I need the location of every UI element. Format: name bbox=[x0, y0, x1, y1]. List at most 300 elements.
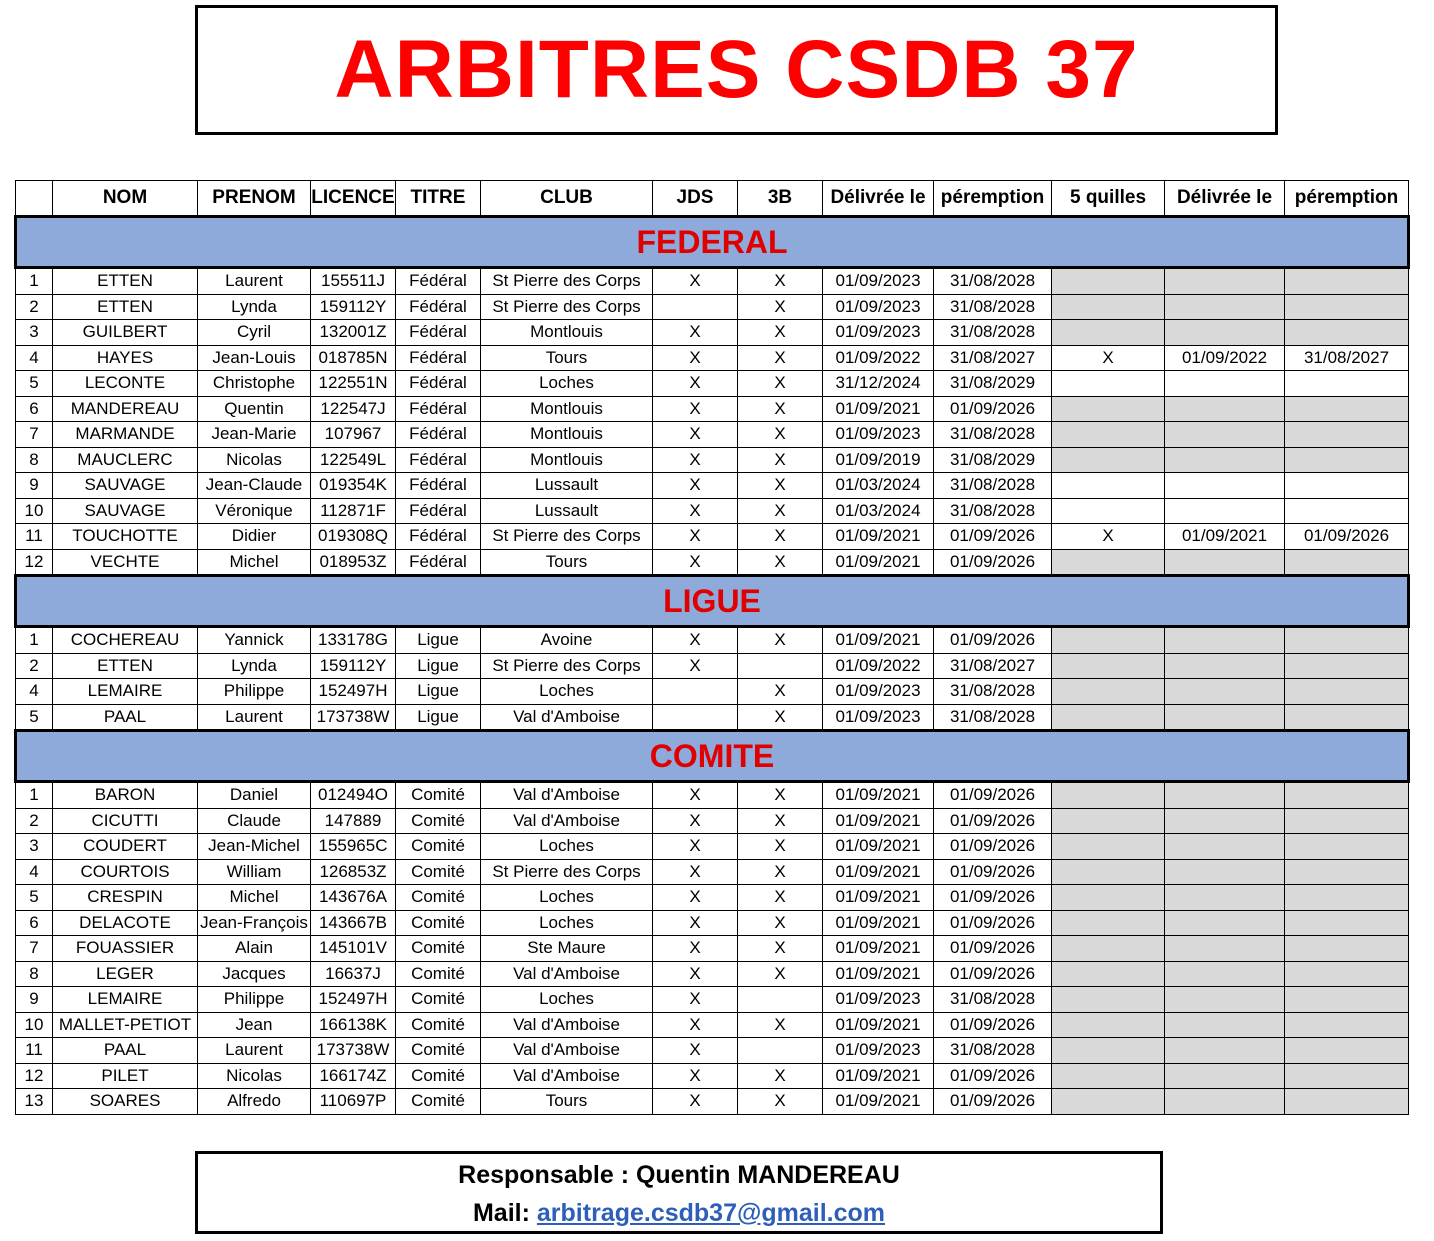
titre-cell: Comité bbox=[396, 987, 481, 1013]
prenom-cell: Christophe bbox=[198, 371, 311, 397]
prenom-cell: Jean-Louis bbox=[198, 345, 311, 371]
peremption-cell: 01/09/2026 bbox=[934, 834, 1052, 860]
row-number: 7 bbox=[16, 936, 53, 962]
jds-cell: X bbox=[653, 910, 738, 936]
table-row bbox=[16, 808, 1409, 834]
header-cell: péremption bbox=[934, 181, 1052, 217]
3b-cell: X bbox=[738, 320, 823, 346]
5-quilles-delivree-cell bbox=[1165, 371, 1285, 397]
nom-cell: MARMANDE bbox=[53, 422, 198, 448]
licence-cell: 152497H bbox=[311, 679, 396, 705]
mail-line bbox=[198, 1194, 1160, 1232]
header-cell: 3B bbox=[738, 181, 823, 217]
nom-cell: DELACOTE bbox=[53, 910, 198, 936]
header-cell: LICENCE bbox=[311, 181, 396, 217]
5-quilles-delivree-cell bbox=[1165, 910, 1285, 936]
row-number: 2 bbox=[16, 294, 53, 320]
peremption-cell: 31/08/2028 bbox=[934, 268, 1052, 295]
club-cell: Val d'Amboise bbox=[481, 1063, 653, 1089]
5-quilles-delivree-cell bbox=[1165, 834, 1285, 860]
5-quilles-peremption-cell bbox=[1285, 987, 1409, 1013]
5-quilles-cell bbox=[1052, 1012, 1165, 1038]
licence-cell: 166174Z bbox=[311, 1063, 396, 1089]
club-cell: Loches bbox=[481, 834, 653, 860]
table-row bbox=[16, 422, 1409, 448]
club-cell: Montlouis bbox=[481, 396, 653, 422]
titre-cell: Comité bbox=[396, 885, 481, 911]
titre-cell: Fédéral bbox=[396, 447, 481, 473]
prenom-cell: Claude bbox=[198, 808, 311, 834]
licence-cell: 018785N bbox=[311, 345, 396, 371]
table-row bbox=[16, 782, 1409, 809]
titre-cell: Fédéral bbox=[396, 320, 481, 346]
club-cell: Montlouis bbox=[481, 422, 653, 448]
nom-cell: VECHTE bbox=[53, 549, 198, 576]
prenom-cell: Alfredo bbox=[198, 1089, 311, 1115]
5-quilles-peremption-cell bbox=[1285, 782, 1409, 809]
peremption-cell: 31/08/2029 bbox=[934, 371, 1052, 397]
table-row bbox=[16, 371, 1409, 397]
delivree-cell: 01/09/2023 bbox=[823, 294, 934, 320]
delivree-cell: 01/09/2023 bbox=[823, 987, 934, 1013]
delivree-cell: 01/09/2019 bbox=[823, 447, 934, 473]
nom-cell: PAAL bbox=[53, 1038, 198, 1064]
licence-cell: 107967 bbox=[311, 422, 396, 448]
nom-cell: ETTEN bbox=[53, 294, 198, 320]
5-quilles-peremption-cell bbox=[1285, 371, 1409, 397]
delivree-cell: 01/09/2021 bbox=[823, 396, 934, 422]
3b-cell: X bbox=[738, 1012, 823, 1038]
prenom-cell: Jean-Marie bbox=[198, 422, 311, 448]
row-number: 4 bbox=[16, 859, 53, 885]
5-quilles-cell bbox=[1052, 808, 1165, 834]
5-quilles-peremption-cell bbox=[1285, 268, 1409, 295]
3b-cell: X bbox=[738, 447, 823, 473]
5-quilles-peremption-cell bbox=[1285, 627, 1409, 654]
jds-cell: X bbox=[653, 447, 738, 473]
row-number: 1 bbox=[16, 627, 53, 654]
peremption-cell: 01/09/2026 bbox=[934, 859, 1052, 885]
row-number: 9 bbox=[16, 473, 53, 499]
5-quilles-peremption-cell bbox=[1285, 1038, 1409, 1064]
licence-cell: 159112Y bbox=[311, 294, 396, 320]
nom-cell: CRESPIN bbox=[53, 885, 198, 911]
peremption-cell: 01/09/2026 bbox=[934, 910, 1052, 936]
table-body bbox=[16, 217, 1409, 1115]
peremption-cell: 01/09/2026 bbox=[934, 808, 1052, 834]
row-number: 8 bbox=[16, 447, 53, 473]
3b-cell: X bbox=[738, 524, 823, 550]
delivree-cell: 01/09/2023 bbox=[823, 1038, 934, 1064]
5-quilles-cell bbox=[1052, 1089, 1165, 1115]
prenom-cell: Michel bbox=[198, 885, 311, 911]
jds-cell: X bbox=[653, 859, 738, 885]
delivree-cell: 01/09/2022 bbox=[823, 653, 934, 679]
table-row bbox=[16, 910, 1409, 936]
licence-cell: 166138K bbox=[311, 1012, 396, 1038]
5-quilles-cell bbox=[1052, 885, 1165, 911]
5-quilles-cell bbox=[1052, 859, 1165, 885]
club-cell: Lussault bbox=[481, 498, 653, 524]
licence-cell: 019354K bbox=[311, 473, 396, 499]
peremption-cell: 01/09/2026 bbox=[934, 782, 1052, 809]
jds-cell: X bbox=[653, 834, 738, 860]
peremption-cell: 31/08/2028 bbox=[934, 294, 1052, 320]
licence-cell: 122547J bbox=[311, 396, 396, 422]
titre-cell: Ligue bbox=[396, 704, 481, 731]
5-quilles-peremption-cell bbox=[1285, 808, 1409, 834]
delivree-cell: 01/03/2024 bbox=[823, 473, 934, 499]
jds-cell: X bbox=[653, 808, 738, 834]
nom-cell: MANDEREAU bbox=[53, 396, 198, 422]
club-cell: Montlouis bbox=[481, 320, 653, 346]
licence-cell: 122551N bbox=[311, 371, 396, 397]
row-number: 4 bbox=[16, 345, 53, 371]
5-quilles-delivree-cell bbox=[1165, 704, 1285, 731]
licence-cell: 122549L bbox=[311, 447, 396, 473]
5-quilles-cell bbox=[1052, 268, 1165, 295]
club-cell: Val d'Amboise bbox=[481, 782, 653, 809]
nom-cell: SAUVAGE bbox=[53, 473, 198, 499]
jds-cell: X bbox=[653, 345, 738, 371]
3b-cell: X bbox=[738, 961, 823, 987]
delivree-cell: 01/09/2021 bbox=[823, 782, 934, 809]
delivree-cell: 01/09/2022 bbox=[823, 345, 934, 371]
5-quilles-peremption-cell bbox=[1285, 704, 1409, 731]
header-cell: JDS bbox=[653, 181, 738, 217]
table-row bbox=[16, 936, 1409, 962]
nom-cell: ETTEN bbox=[53, 268, 198, 295]
nom-cell: LEMAIRE bbox=[53, 987, 198, 1013]
nom-cell: GUILBERT bbox=[53, 320, 198, 346]
5-quilles-peremption-cell bbox=[1285, 498, 1409, 524]
row-number: 12 bbox=[16, 549, 53, 576]
peremption-cell: 01/09/2026 bbox=[934, 936, 1052, 962]
titre-cell: Fédéral bbox=[396, 294, 481, 320]
5-quilles-delivree-cell bbox=[1165, 268, 1285, 295]
5-quilles-peremption-cell bbox=[1285, 294, 1409, 320]
jds-cell: X bbox=[653, 961, 738, 987]
licence-cell: 173738W bbox=[311, 1038, 396, 1064]
3b-cell: X bbox=[738, 1089, 823, 1115]
5-quilles-delivree-cell bbox=[1165, 294, 1285, 320]
peremption-cell: 01/09/2026 bbox=[934, 961, 1052, 987]
nom-cell: BARON bbox=[53, 782, 198, 809]
delivree-cell: 01/09/2023 bbox=[823, 679, 934, 705]
prenom-cell: Jean bbox=[198, 1012, 311, 1038]
delivree-cell: 01/09/2021 bbox=[823, 627, 934, 654]
5-quilles-cell bbox=[1052, 320, 1165, 346]
5-quilles-peremption-cell bbox=[1285, 1012, 1409, 1038]
5-quilles-delivree-cell bbox=[1165, 679, 1285, 705]
5-quilles-cell bbox=[1052, 447, 1165, 473]
prenom-cell: Jean-Michel bbox=[198, 834, 311, 860]
5-quilles-peremption-cell bbox=[1285, 679, 1409, 705]
prenom-cell: Nicolas bbox=[198, 1063, 311, 1089]
5-quilles-peremption-cell bbox=[1285, 549, 1409, 576]
row-number: 1 bbox=[16, 268, 53, 295]
jds-cell: X bbox=[653, 1063, 738, 1089]
header-cell: péremption bbox=[1285, 181, 1409, 217]
club-cell: Loches bbox=[481, 987, 653, 1013]
nom-cell: COURTOIS bbox=[53, 859, 198, 885]
delivree-cell: 01/03/2024 bbox=[823, 498, 934, 524]
nom-cell: SOARES bbox=[53, 1089, 198, 1115]
delivree-cell: 31/12/2024 bbox=[823, 371, 934, 397]
row-number: 10 bbox=[16, 1012, 53, 1038]
peremption-cell: 01/09/2026 bbox=[934, 1089, 1052, 1115]
titre-cell: Fédéral bbox=[396, 396, 481, 422]
row-number: 7 bbox=[16, 422, 53, 448]
prenom-cell: Lynda bbox=[198, 294, 311, 320]
3b-cell: X bbox=[738, 782, 823, 809]
5-quilles-delivree-cell bbox=[1165, 961, 1285, 987]
licence-cell: 112871F bbox=[311, 498, 396, 524]
jds-cell: X bbox=[653, 782, 738, 809]
club-cell: Val d'Amboise bbox=[481, 704, 653, 731]
row-number: 12 bbox=[16, 1063, 53, 1089]
club-cell: Val d'Amboise bbox=[481, 808, 653, 834]
5-quilles-peremption-cell bbox=[1285, 422, 1409, 448]
5-quilles-cell bbox=[1052, 549, 1165, 576]
titre-cell: Comité bbox=[396, 1038, 481, 1064]
nom-cell: TOUCHOTTE bbox=[53, 524, 198, 550]
licence-cell: 019308Q bbox=[311, 524, 396, 550]
prenom-cell: Yannick bbox=[198, 627, 311, 654]
club-cell: Tours bbox=[481, 549, 653, 576]
table-row bbox=[16, 345, 1409, 371]
nom-cell: MALLET-PETIOT bbox=[53, 1012, 198, 1038]
table-row bbox=[16, 885, 1409, 911]
3b-cell: X bbox=[738, 808, 823, 834]
5-quilles-peremption-cell: 31/08/2027 bbox=[1285, 345, 1409, 371]
prenom-cell: Daniel bbox=[198, 782, 311, 809]
header-cell: CLUB bbox=[481, 181, 653, 217]
3b-cell: X bbox=[738, 396, 823, 422]
table-row bbox=[16, 549, 1409, 576]
5-quilles-cell bbox=[1052, 782, 1165, 809]
licence-cell: 159112Y bbox=[311, 653, 396, 679]
club-cell: Loches bbox=[481, 679, 653, 705]
5-quilles-cell bbox=[1052, 679, 1165, 705]
club-cell: Montlouis bbox=[481, 447, 653, 473]
club-cell: St Pierre des Corps bbox=[481, 653, 653, 679]
section-row bbox=[16, 217, 1409, 268]
row-number: 6 bbox=[16, 910, 53, 936]
nom-cell: COUDERT bbox=[53, 834, 198, 860]
row-number: 13 bbox=[16, 1089, 53, 1115]
3b-cell: X bbox=[738, 371, 823, 397]
section-title: LIGUE bbox=[16, 576, 1409, 627]
5-quilles-delivree-cell bbox=[1165, 885, 1285, 911]
nom-cell: LEMAIRE bbox=[53, 679, 198, 705]
peremption-cell: 31/08/2029 bbox=[934, 447, 1052, 473]
nom-cell: PILET bbox=[53, 1063, 198, 1089]
3b-cell: X bbox=[738, 627, 823, 654]
club-cell: Lussault bbox=[481, 473, 653, 499]
referees-table bbox=[14, 180, 1410, 1115]
prenom-cell: Lynda bbox=[198, 653, 311, 679]
titre-cell: Comité bbox=[396, 961, 481, 987]
delivree-cell: 01/09/2021 bbox=[823, 961, 934, 987]
table-row bbox=[16, 320, 1409, 346]
5-quilles-delivree-cell bbox=[1165, 1089, 1285, 1115]
5-quilles-cell bbox=[1052, 1038, 1165, 1064]
jds-cell: X bbox=[653, 498, 738, 524]
table-row bbox=[16, 1063, 1409, 1089]
peremption-cell: 01/09/2026 bbox=[934, 1012, 1052, 1038]
prenom-cell: Jean-François bbox=[198, 910, 311, 936]
mail-link[interactable]: arbitrage.csdb37@gmail.com bbox=[536, 1199, 885, 1227]
page-title: ARBITRES CSDB 37 bbox=[334, 24, 1139, 115]
jds-cell: X bbox=[653, 885, 738, 911]
jds-cell: X bbox=[653, 627, 738, 654]
table-row bbox=[16, 294, 1409, 320]
prenom-cell: Philippe bbox=[198, 987, 311, 1013]
row-number: 5 bbox=[16, 704, 53, 731]
prenom-cell: Laurent bbox=[198, 704, 311, 731]
peremption-cell: 31/08/2028 bbox=[934, 679, 1052, 705]
peremption-cell: 31/08/2028 bbox=[934, 320, 1052, 346]
jds-cell: X bbox=[653, 524, 738, 550]
licence-cell: 132001Z bbox=[311, 320, 396, 346]
jds-cell: X bbox=[653, 936, 738, 962]
jds-cell: X bbox=[653, 1012, 738, 1038]
3b-cell bbox=[738, 1038, 823, 1064]
titre-cell: Fédéral bbox=[396, 524, 481, 550]
5-quilles-cell bbox=[1052, 473, 1165, 499]
3b-cell bbox=[738, 653, 823, 679]
5-quilles-peremption-cell bbox=[1285, 885, 1409, 911]
table-row bbox=[16, 396, 1409, 422]
5-quilles-cell bbox=[1052, 936, 1165, 962]
5-quilles-delivree-cell bbox=[1165, 498, 1285, 524]
5-quilles-peremption-cell bbox=[1285, 447, 1409, 473]
titre-cell: Fédéral bbox=[396, 498, 481, 524]
peremption-cell: 01/09/2026 bbox=[934, 524, 1052, 550]
5-quilles-delivree-cell bbox=[1165, 1063, 1285, 1089]
jds-cell: X bbox=[653, 653, 738, 679]
5-quilles-peremption-cell bbox=[1285, 396, 1409, 422]
delivree-cell: 01/09/2021 bbox=[823, 1063, 934, 1089]
peremption-cell: 31/08/2027 bbox=[934, 345, 1052, 371]
5-quilles-cell bbox=[1052, 498, 1165, 524]
5-quilles-cell bbox=[1052, 627, 1165, 654]
club-cell: St Pierre des Corps bbox=[481, 859, 653, 885]
3b-cell: X bbox=[738, 268, 823, 295]
3b-cell: X bbox=[738, 936, 823, 962]
table-row bbox=[16, 859, 1409, 885]
row-number: 11 bbox=[16, 1038, 53, 1064]
licence-cell: 018953Z bbox=[311, 549, 396, 576]
table-row bbox=[16, 961, 1409, 987]
titre-cell: Comité bbox=[396, 1012, 481, 1038]
row-number: 10 bbox=[16, 498, 53, 524]
titre-cell: Fédéral bbox=[396, 371, 481, 397]
5-quilles-cell: X bbox=[1052, 345, 1165, 371]
titre-cell: Fédéral bbox=[396, 268, 481, 295]
titre-cell: Fédéral bbox=[396, 473, 481, 499]
jds-cell: X bbox=[653, 371, 738, 397]
3b-cell: X bbox=[738, 345, 823, 371]
footer-box bbox=[195, 1151, 1163, 1234]
5-quilles-delivree-cell bbox=[1165, 859, 1285, 885]
mail-label: Mail: bbox=[472, 1199, 537, 1227]
3b-cell: X bbox=[738, 549, 823, 576]
prenom-cell: Michel bbox=[198, 549, 311, 576]
licence-cell: 173738W bbox=[311, 704, 396, 731]
nom-cell: LECONTE bbox=[53, 371, 198, 397]
3b-cell: X bbox=[738, 473, 823, 499]
5-quilles-delivree-cell bbox=[1165, 936, 1285, 962]
3b-cell: X bbox=[738, 294, 823, 320]
5-quilles-cell bbox=[1052, 396, 1165, 422]
5-quilles-cell bbox=[1052, 371, 1165, 397]
5-quilles-peremption-cell bbox=[1285, 859, 1409, 885]
club-cell: Tours bbox=[481, 345, 653, 371]
titre-cell: Ligue bbox=[396, 679, 481, 705]
header-row bbox=[16, 181, 1409, 217]
titre-cell: Comité bbox=[396, 910, 481, 936]
header-cell: Délivrée le bbox=[1165, 181, 1285, 217]
table-row bbox=[16, 498, 1409, 524]
titre-cell: Ligue bbox=[396, 627, 481, 654]
licence-cell: 012494O bbox=[311, 782, 396, 809]
titre-cell: Comité bbox=[396, 1089, 481, 1115]
prenom-cell: Laurent bbox=[198, 268, 311, 295]
5-quilles-delivree-cell: 01/09/2021 bbox=[1165, 524, 1285, 550]
club-cell: Val d'Amboise bbox=[481, 1038, 653, 1064]
nom-cell: LEGER bbox=[53, 961, 198, 987]
titre-cell: Fédéral bbox=[396, 422, 481, 448]
prenom-cell: Nicolas bbox=[198, 447, 311, 473]
5-quilles-delivree-cell bbox=[1165, 1038, 1285, 1064]
titre-cell: Ligue bbox=[396, 653, 481, 679]
table-row bbox=[16, 447, 1409, 473]
prenom-cell: Jean-Claude bbox=[198, 473, 311, 499]
licence-cell: 143667B bbox=[311, 910, 396, 936]
3b-cell: X bbox=[738, 498, 823, 524]
titre-cell: Comité bbox=[396, 1063, 481, 1089]
licence-cell: 147889 bbox=[311, 808, 396, 834]
prenom-cell: Cyril bbox=[198, 320, 311, 346]
delivree-cell: 01/09/2023 bbox=[823, 422, 934, 448]
licence-cell: 155511J bbox=[311, 268, 396, 295]
row-number: 1 bbox=[16, 782, 53, 809]
5-quilles-peremption-cell bbox=[1285, 653, 1409, 679]
licence-cell: 133178G bbox=[311, 627, 396, 654]
3b-cell: X bbox=[738, 834, 823, 860]
row-number: 4 bbox=[16, 679, 53, 705]
jds-cell: X bbox=[653, 1089, 738, 1115]
table-row bbox=[16, 704, 1409, 731]
5-quilles-peremption-cell bbox=[1285, 834, 1409, 860]
peremption-cell: 31/08/2028 bbox=[934, 704, 1052, 731]
delivree-cell: 01/09/2023 bbox=[823, 320, 934, 346]
titre-cell: Comité bbox=[396, 782, 481, 809]
5-quilles-cell bbox=[1052, 704, 1165, 731]
peremption-cell: 31/08/2028 bbox=[934, 1038, 1052, 1064]
header-cell: TITRE bbox=[396, 181, 481, 217]
header-cell: PRENOM bbox=[198, 181, 311, 217]
row-number: 9 bbox=[16, 987, 53, 1013]
nom-cell: COCHEREAU bbox=[53, 627, 198, 654]
section-row bbox=[16, 576, 1409, 627]
peremption-cell: 31/08/2028 bbox=[934, 473, 1052, 499]
prenom-cell: Véronique bbox=[198, 498, 311, 524]
table-row bbox=[16, 268, 1409, 295]
table-row bbox=[16, 627, 1409, 654]
